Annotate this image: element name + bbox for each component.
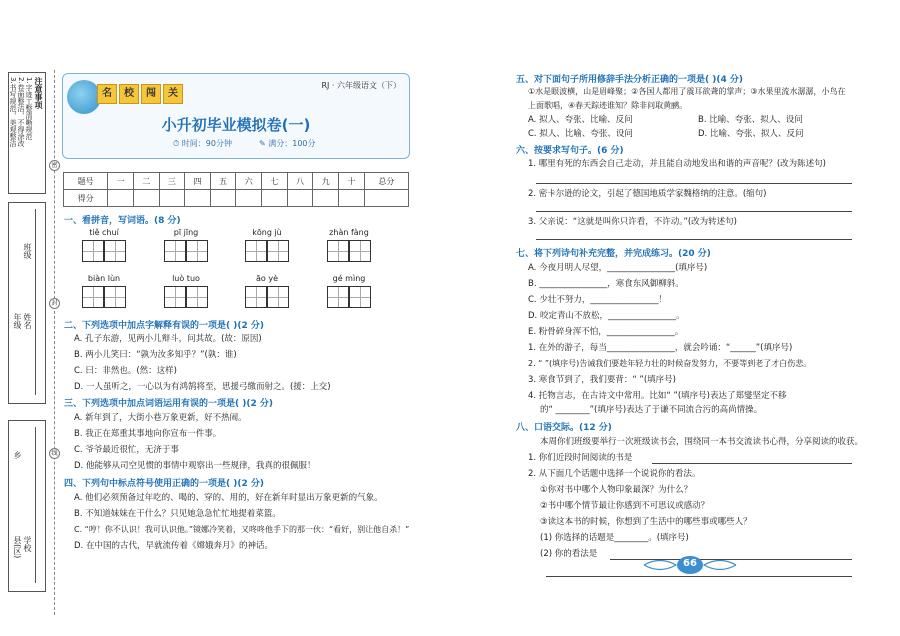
- cell: 题号: [64, 173, 108, 190]
- grade-label: 年级: [13, 313, 22, 329]
- time-text: 时间：90分钟: [181, 139, 232, 148]
- option-line: D. 比喻、夸张、拟人、反问: [698, 129, 804, 139]
- char-box[interactable]: [327, 286, 349, 308]
- option-line: B. 我正在郑重其事地向你宣布一件事。: [74, 429, 222, 439]
- option-line: C. 拟人、比喻、夸张、设问: [528, 129, 633, 139]
- question-line: 4. 托物言志，在古诗文中常用。比如“ ”(填序号)表达了郑燮坚定不移: [528, 391, 787, 401]
- cell: 三: [159, 173, 185, 190]
- question-text: 1. 在外的游子，每当________________，就会吟诵：“: [528, 343, 731, 353]
- char-box[interactable]: [349, 286, 371, 308]
- passage-line: 上面歌唱，④春天踪迹谁知？除非问取黄鹂。: [528, 101, 688, 110]
- char-box[interactable]: [82, 240, 104, 262]
- score-value-row: [64, 190, 409, 207]
- name-label: 姓名: [23, 313, 32, 329]
- char-box[interactable]: [164, 240, 186, 262]
- blank[interactable]: ________________: [607, 263, 676, 273]
- seal-mark: 密: [49, 160, 60, 171]
- poem-tail: 。: [675, 311, 685, 321]
- pinyin: biàn lùn: [87, 274, 121, 283]
- option-line: D. 在中国的古代，早就流传着《嫦娥奔月》的神话。: [74, 541, 273, 551]
- option-line: A. 孔子东游，见两小儿辩斗，问其故。(故：原因): [74, 334, 262, 344]
- char-box[interactable]: [164, 286, 186, 308]
- poem-tail: (填序号): [675, 263, 708, 273]
- score-input[interactable]: [236, 190, 262, 207]
- answer-line[interactable]: [536, 239, 852, 240]
- page-number: 66: [683, 558, 697, 569]
- option-line: A. 拟人、夸张、比喻、反问: [528, 115, 633, 125]
- pinyin: pī jīng: [173, 228, 199, 237]
- page-title: 小升初毕业模拟卷(一): [161, 116, 311, 134]
- char-box[interactable]: [245, 286, 267, 308]
- option-line: D. 一人虽听之，一心以为有鸿鹄将至，思援弓缴而射之。(援：上交): [74, 382, 331, 392]
- pinyin: āo yè: [256, 274, 278, 283]
- cell: 得分: [64, 190, 108, 207]
- pinyin: luò tuo: [172, 274, 200, 283]
- question-line: [528, 342, 792, 354]
- prompt-line: 本周你们班级要举行一次班级读书会，围绕同一本书交流读书心得，分享阅读的收获。: [540, 437, 864, 447]
- score-input[interactable]: [262, 190, 288, 207]
- option-line: B. 两小儿笑曰：“孰为汝多知乎？”(孰：谁): [74, 350, 237, 360]
- option-line: C. “哼！你不认识！我可认识他。”镜娜冷笑着，又咚咚他手下的那一伙：“看好，别让他自杀！”: [74, 525, 410, 534]
- cell: 十: [339, 173, 365, 190]
- poem-tail: ，寒食东风御柳斜。: [607, 279, 684, 289]
- char-box[interactable]: [245, 240, 267, 262]
- poem-text: E. 粉骨碎身浑不怕，: [528, 327, 607, 337]
- score-input[interactable]: [339, 190, 365, 207]
- seal-mark: 线: [49, 448, 60, 459]
- prompt-line: 2. 从下面几个话题中选择一个说说你的看法。: [528, 469, 701, 479]
- score-input[interactable]: [364, 190, 408, 207]
- notice-rule-2: 2.卷面整洁，不得涂改: [17, 77, 25, 147]
- task-line: 1. 哪里有死的东西会自己走动，并且能自动地发出和谐的声音呢？(改为陈述句): [528, 159, 826, 169]
- score-label: ✎ 满分：100分: [259, 139, 316, 148]
- topic-option: ③读这本书的时候，你想到了生活中的哪些事或哪些人？: [540, 517, 752, 527]
- binding-strip: [8, 70, 48, 615]
- question-tail: ”(填序号): [755, 343, 793, 353]
- score-table: [63, 172, 409, 207]
- poem-tail: ！: [658, 295, 667, 305]
- pinyin: tiě chuí: [89, 228, 119, 237]
- page-number-badge: [640, 554, 740, 576]
- cell: 五: [210, 173, 236, 190]
- student-info-box: [8, 202, 46, 404]
- option-line: B. 不知道妹妹在干什么？只见她急急忙忙地提着菜篮。: [74, 509, 281, 519]
- option-line: A. 他们必须预备过年吃的、喝的、穿的、用的，好在新年时显出万象更新的气象。: [74, 493, 383, 503]
- char-box[interactable]: [327, 240, 349, 262]
- town-label: 乡: [13, 451, 22, 459]
- question-line: 的“ ________”(填序号)表达了于谦不同流合污的高尚情操。: [540, 405, 763, 415]
- option-line: D. 他能够从司空见惯的事情中观察出一些规律，我真的很佩服！: [74, 461, 316, 471]
- question-line: 2. “ ”(填序号)告诫我们要趁年轻力壮的时候奋发努力，不要等到老了才白伤悲。: [528, 359, 812, 368]
- cell: 二: [133, 173, 159, 190]
- section-1-title: 一、看拼音，写词语。(8 分): [64, 216, 181, 226]
- school-label: 学校: [23, 536, 32, 552]
- logo-char: 闯: [141, 84, 161, 104]
- section-5-title: 五、对下面句子所用修辞手法分析正确的一项是( )(4 分): [516, 75, 743, 85]
- option-line: B. 比喻、夸张、拟人、设问: [698, 115, 803, 125]
- task-line: 2. 密卡尔逊的论文，引起了德国地质学家魏格纳的注意。(缩句): [528, 189, 767, 199]
- option-line: C. 爷爷最近很忙，无济于事: [74, 445, 179, 455]
- topic-option: ②书中哪个情节最让你感到不可思议或感动？: [540, 501, 710, 511]
- char-box[interactable]: [82, 286, 104, 308]
- prompt-line: (1) 你选择的话题是________。(填序号): [540, 533, 689, 543]
- score-text: 满分：100分: [268, 139, 316, 148]
- poem-text: A. 今夜月明人尽望，: [528, 263, 608, 273]
- poem-text: B.: [528, 279, 537, 289]
- prompt-line: 1. 你们近段时间阅读的书是: [528, 453, 633, 463]
- seal-dashline: [54, 70, 55, 615]
- edition-label: RJ · 六年级语文（下）: [321, 81, 401, 90]
- notice-rule-1: 1.字迹工整清晰规范: [25, 77, 33, 140]
- cell: 一: [108, 173, 134, 190]
- fill-line: [35, 209, 36, 395]
- score-input[interactable]: [159, 190, 185, 207]
- task-line: 3. 父亲说：“这就是叫你只许看，不许动。”(改为转述句): [528, 217, 738, 227]
- poem-line: [528, 310, 684, 322]
- char-box[interactable]: [186, 286, 208, 308]
- option-line: C. 曰：非然也。(然：这样): [74, 366, 177, 376]
- topic-option: ①你对书中哪个人物印象最深？为什么？: [540, 485, 693, 495]
- section-2-title: 二、下列选项中加点字解释有误的一项是( )(2 分): [64, 321, 264, 331]
- score-input[interactable]: [185, 190, 211, 207]
- poem-text: C. 少壮不努力，: [528, 295, 591, 305]
- section-3-title: 三、下列选项中加点词语运用有误的一项是( )(2 分): [64, 399, 273, 409]
- seal-mark: 封: [49, 298, 60, 309]
- score-input[interactable]: [133, 190, 159, 207]
- fill-line: [35, 427, 36, 583]
- char-box[interactable]: [349, 240, 371, 262]
- poem-line: [528, 294, 667, 306]
- county-label: 县(区): [13, 536, 22, 559]
- blank[interactable]: ________________: [607, 311, 676, 321]
- logo-swirl-icon: [67, 80, 101, 114]
- cell: 九: [313, 173, 339, 190]
- exam-header: [62, 73, 410, 159]
- char-box[interactable]: [104, 240, 126, 262]
- blank[interactable]: ________________: [590, 295, 659, 305]
- cell: 四: [185, 173, 211, 190]
- poem-line: [528, 262, 707, 274]
- school-info-box: [8, 420, 46, 592]
- score-input[interactable]: [210, 190, 236, 207]
- answer-line[interactable]: [536, 211, 852, 212]
- blank[interactable]: ________________: [606, 327, 675, 337]
- prompt-line: (2) 你的看法是: [540, 549, 598, 559]
- logo-char: 校: [119, 84, 139, 104]
- char-box[interactable]: [267, 286, 289, 308]
- notice-rule-3: 3.书写规范，美观整洁: [9, 77, 17, 147]
- notice-box: [8, 72, 46, 194]
- score-input[interactable]: [313, 190, 339, 207]
- char-box[interactable]: [267, 240, 289, 262]
- answer-line[interactable]: [536, 183, 852, 184]
- poem-tail: 。: [674, 327, 684, 337]
- blank[interactable]: ______: [730, 343, 756, 353]
- score-input[interactable]: [287, 190, 313, 207]
- char-box[interactable]: [104, 286, 126, 308]
- logo-char: 名: [97, 84, 117, 104]
- pinyin: zhàn fàng: [329, 228, 369, 237]
- logo-char: 关: [163, 84, 183, 104]
- class-label: 班级: [23, 243, 32, 259]
- poem-line: [528, 326, 683, 338]
- cell: 总分: [364, 173, 408, 190]
- question-line: 3. 寒食节到了，我们要背：“ ”(填序号): [528, 375, 676, 385]
- cell: 六: [236, 173, 262, 190]
- score-header-row: [64, 173, 409, 190]
- answer-line[interactable]: [652, 463, 852, 464]
- option-line: A. 新年到了，大街小巷万象更新，好不热闹。: [74, 413, 247, 423]
- time-label: ⏱ 时间：90分钟: [173, 139, 232, 148]
- section-8-title: 八、口语交际。(12 分): [516, 423, 612, 433]
- pinyin: gé mìng: [332, 274, 366, 283]
- section-6-title: 六、按要求写句子。(6 分): [516, 146, 624, 156]
- blank[interactable]: ________________: [539, 279, 608, 289]
- answer-line[interactable]: [546, 576, 852, 577]
- pinyin: kōng jù: [252, 228, 282, 237]
- cell: 八: [287, 173, 313, 190]
- cell: 七: [262, 173, 288, 190]
- section-7-title: 七、将下列诗句补充完整，并完成练习。(20 分): [516, 249, 711, 259]
- section-4-title: 四、下列句中标点符号使用正确的一项是( )(2 分): [64, 479, 264, 489]
- poem-line: [528, 278, 684, 290]
- passage-line: ①水是眼波横，山是眉峰聚；②各国人都用了震耳欲聋的掌声；③水果里流水潺潺，小鸟在: [528, 87, 846, 96]
- notice-title: 注意事项: [34, 77, 43, 109]
- poem-text: D. 咬定青山不放松，: [528, 311, 608, 321]
- char-box[interactable]: [186, 240, 208, 262]
- score-input[interactable]: [108, 190, 134, 207]
